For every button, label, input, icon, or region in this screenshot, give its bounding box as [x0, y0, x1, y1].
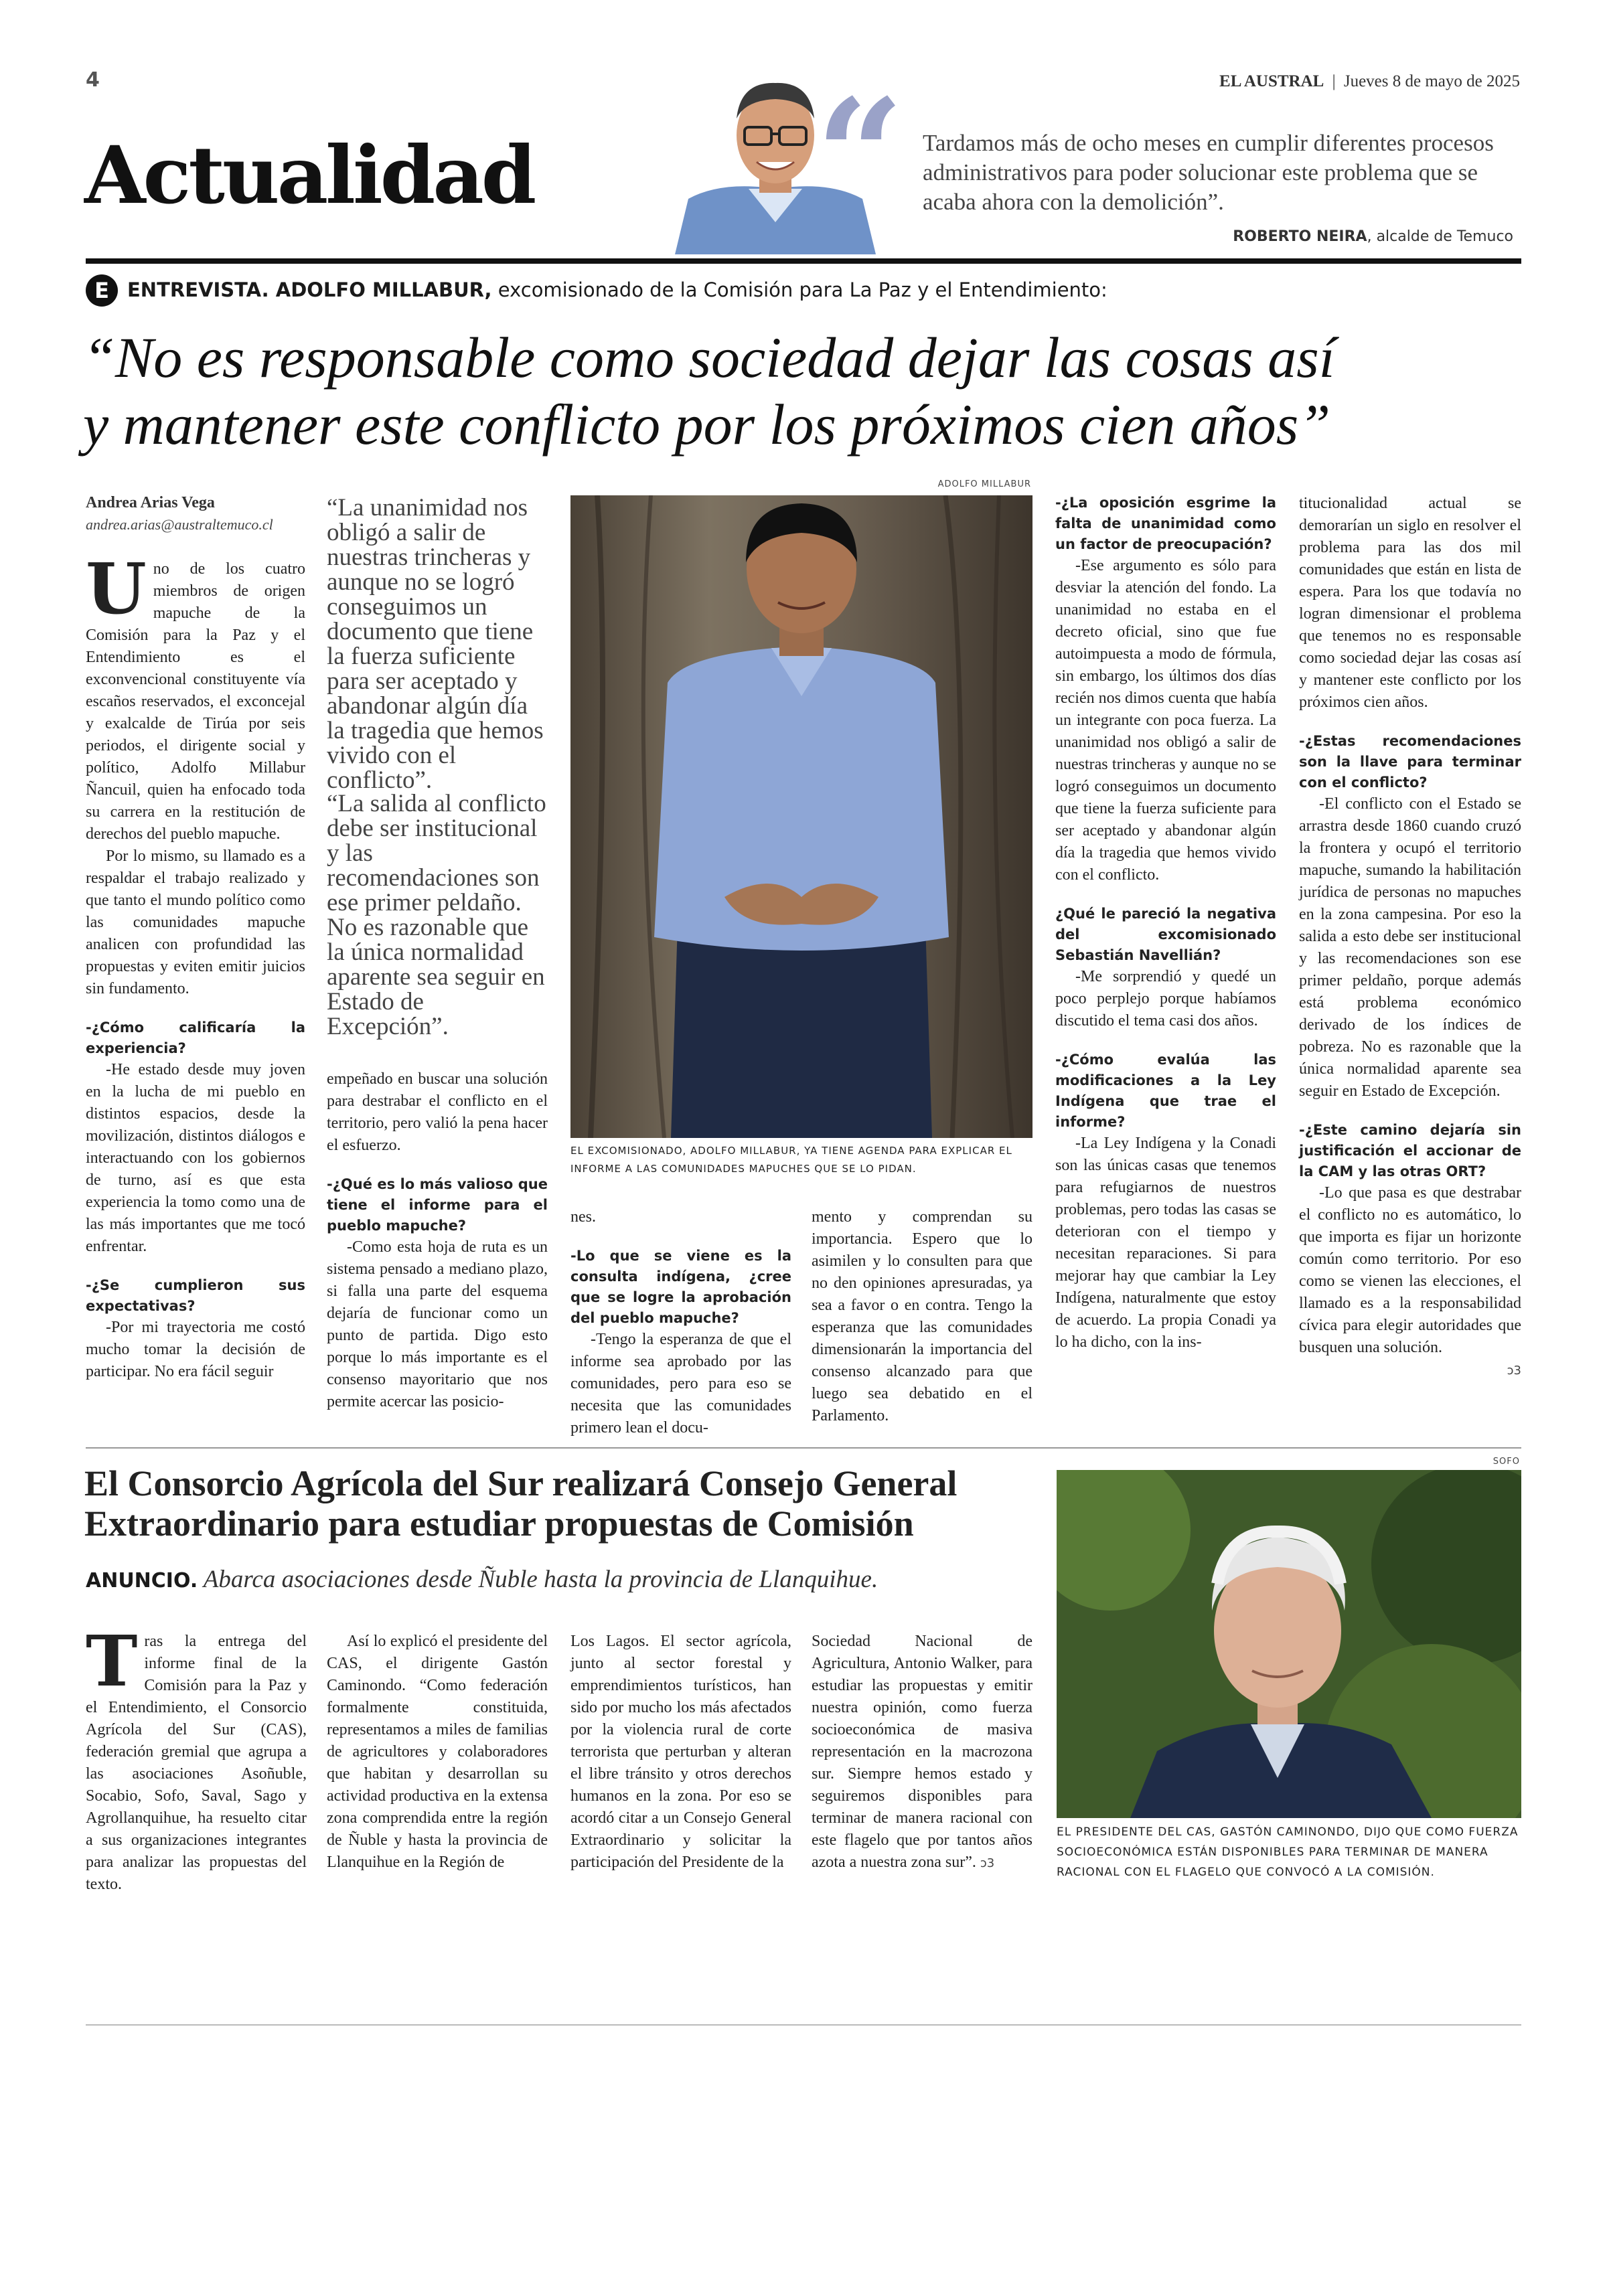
consorcio-dropcap: T [86, 1620, 138, 1702]
paragraph-2: Por lo mismo, su llamado es a respaldar el trabajo realizado y que tanto el mundo político como las comunidades mapuche analicen con profundidad las propuestas y eviten emitir juicios sin fundamento. [86, 847, 305, 997]
answer-4: -Tengo la esperanza de que el informe sea aprobado por las comunidades, pero para eso se necesita que las comunidades primero lean el docu- [570, 1331, 791, 1437]
interview-photo [570, 495, 1032, 1138]
question-6: ¿Qué le pareció la negativa del excomisionado Sebastián Navellián? [1055, 906, 1276, 963]
question-7: -¿Cómo evalúa las modificaciones a la Ley Indígena que trae el informe? [1055, 1052, 1276, 1130]
newspaper-name: EL AUSTRAL [1219, 72, 1324, 90]
kicker-letter-badge: E [86, 274, 118, 307]
col4-continuation: mento y comprendan su importancia. Espero que lo asimilen y lo consulten para que no den opiniones apresuradas, ya sea a favor o en contra. Tengo la esperanza que las comunidades dimensionarán la importancia del consenso alcanzado para que luego sea debatido en el Parlamento. [812, 1208, 1032, 1424]
top-quote-author: ROBERTO NEIRA [1233, 228, 1367, 245]
consorcio-paragraph-3: Los Lagos. El sector agrícola, junto al sector forestal y emprendimientos turísticos, han sido por mucho los más afectados por la violencia rural de corte terrorista que perturban y alteran el libre tránsito y otros derechos humanos en la zona. Por eso se acordó citar a un Consejo General Extraordinario y solicitar la participación del Presidente de la [570, 1633, 791, 1871]
consorcio-col-3 [570, 1631, 791, 1874]
pull-quote-2: “La salida al conflicto debe ser institucional y las recomendaciones son ese primer peldaño. No es razonable que la única normalidad aparente sea seguir en Estado de Excepción”. [327, 790, 546, 1040]
author-name: Andrea Arias Vega [86, 494, 215, 511]
consorcio-photo [1057, 1470, 1521, 1818]
question-9: -¿Este camino dejaría sin justificación el accionar de la CAM y las otras ORT? [1299, 1122, 1521, 1179]
interview-col-3 [570, 1206, 791, 1439]
answer-2: -Por mi trayectoria me costó mucho tomar la decisión de participar. No era fácil seguir [86, 1319, 305, 1380]
consorcio-paragraph-2: Así lo explicó el presidente del CAS, el dirigente Gastón Caminondo. “Como federación formalmente constituida, representamos a miles de familias de agricultores y colaboradores que habitan y desarrollan su actividad productiva en la extensa zona comprendida entre la región de Ñuble y hasta la provincia de Llanquihue en la Región de [327, 1633, 548, 1871]
consorcio-kicker-rest: Abarca asociaciones desde Ñuble hasta la provincia de Llanquihue. [198, 1566, 878, 1593]
consorcio-col-4 [812, 1631, 1032, 1874]
col2-continuation: empeñado en buscar una solución para destrabar el conflicto en el territorio, pero valió la pena hacer el esfuerzo. [327, 1070, 548, 1154]
photo-credit: ADOLFO MILLABUR [937, 479, 1031, 489]
bottom-rule [86, 2024, 1521, 2026]
kicker-bold: ENTREVISTA. ADOLFO MILLABUR, [127, 278, 492, 301]
quote-mark-icon: “ [816, 66, 905, 246]
answer-5: -Ese argumento es sólo para desviar la atención del fondo. La unanimidad no estaba en el decreto oficial, sino que fue autoimpuesta a modo de fórmula, sin embargo, los últimos dos días recién nos dimos cuenta que había un integrante con poca fuerza. La unanimidad nos obligó a salir de nuestras trincheras y aunque no se logró conseguimos un documento que tiene la fuerza suficiente para ser aceptado y abandonar algún día la tragedia que hemos vivido con el conflicto. [1055, 557, 1276, 884]
interview-col-6 [1299, 493, 1521, 1382]
col3-start: nes. [570, 1208, 596, 1226]
consorcio-kicker [86, 1565, 1090, 1594]
consorcio-paragraph-1: ras la entrega del informe final de la Comisión para la Paz y el Entendimiento, el Consorcio Agrícola del Sur (CAS), federación gremial que agrupa a las asociaciones Asoñuble, Socabio, Sofo, Saval, Sago y Agrollanquihue, ha resuelto citar a sus organizaciones integrantes para analizar las propuestas del texto. [86, 1633, 307, 1893]
consorcio-end-icon: ↄ3 [980, 1856, 995, 1870]
answer-1: -He estado desde muy joven en la lucha de mi pueblo en distintos espacios, desde la movilización, distintos diálogos e interactuando con los gobiernos de turno, así es que esta experiencia la tomo como una de las más importantes que me tocó enfrentar. [86, 1061, 305, 1255]
interview-headline [83, 324, 1523, 458]
lead-paragraph: no de los cuatro miembros de origen mapuche de la Comisión para la Paz y el Entendimiento es el exconvencional constituyente vía escaños reservados, el exconcejal y exalcalde de Tirúa por seis periodos, el dirigente social y político, Adolfo Millabur Ñancuil, quien ha enfocado toda su carrera en la restitución de derechos del pueblo mapuche. [86, 560, 305, 843]
headline-line-2: y mantener este conflicto por los próximos cien años” [83, 392, 1331, 457]
interview-col-2 [327, 1068, 548, 1413]
consorcio-headline-line-2: Extraordinario para estudiar propuestas de Comisión [84, 1503, 914, 1544]
question-5: -¿La oposición esgrime la falta de unanimidad como un factor de preocupación? [1055, 495, 1276, 552]
byline [86, 494, 300, 534]
interview-col-1 [86, 548, 305, 1383]
answer-9: -Lo que pasa es que destrabar el conflicto no es automático, lo que importa es fijar un horizonte común como territorio. Por eso como se vienen las elecciones, el llamado es a la responsabilidad cívica para elegir autoridades que busquen una solución. [1299, 1184, 1521, 1356]
consorcio-paragraph-4: Sociedad Nacional de Agricultura, Antonio Walker, para estudiar las propuestas y emitir nuestra opinión, como fuerza socioeconómica de masiva representación en la macrozona sur. Siempre hemos estado y seguiremos disponibles para terminar de manera racional con este flagelo que por tantos años azota a nuestra zona sur”. [812, 1633, 1032, 1871]
headline-line-1: “No es responsable como sociedad dejar las cosas así [83, 325, 1335, 390]
answer-3: -Como esta hoja de ruta es un sistema pensado a mediano plazo, si falla una parte del esquema dejaría de funcionar como un punto de partida. Digo esto porque lo más importante es el consenso mayoritario que nos permite acercar las posicio- [327, 1238, 548, 1410]
question-3: -¿Qué es lo más valioso que tiene el informe para el pueblo mapuche? [327, 1176, 548, 1234]
article-end-icon: ↄ3 [1507, 1364, 1521, 1378]
pull-quote-1: “La unanimidad nos obligó a salir de nuestras trincheras y aunque no se logró conseguimos un documento que tiene la fuerza suficiente para ser aceptado y abandonar algún día la tragedia que hemos vivido con el conflicto”. [327, 494, 544, 794]
page-number: 4 [86, 68, 100, 92]
interview-col-5 [1055, 475, 1276, 1354]
article-divider [86, 1447, 1521, 1449]
top-quote-role: , alcalde de Temuco [1367, 228, 1513, 245]
header-rule [86, 258, 1521, 264]
kicker-rest: excomisionado de la Comisión para La Paz y el Entendimiento: [491, 278, 1107, 301]
consorcio-photo-credit: SOFO [1493, 1457, 1520, 1467]
question-2: -¿Se cumplieron sus expectativas? [86, 1277, 305, 1314]
consorcio-headline [84, 1463, 1089, 1544]
masthead-date: EL AUSTRAL | Jueves 8 de mayo de 2025 [1219, 72, 1520, 90]
consorcio-col-1 [86, 1620, 307, 1896]
question-1: -¿Cómo calificaría la experiencia? [86, 1019, 305, 1056]
interview-kicker [86, 274, 1521, 309]
consorcio-photo-caption: EL PRESIDENTE DEL CAS, GASTÓN CAMINONDO, DIJO QUE COMO FUERZA SOCIOECONÓMICA ESTÁN DISPONIBLES PARA TERMINAR DE MANERA RACIONAL CON EL FLAGELO QUE CONVOCÓ A LA COMISIÓN. [1057, 1825, 1519, 1879]
answer-6: -Me sorprendió y quedé un poco perplejo porque habíamos discutido el tema casi dos años. [1055, 968, 1276, 1030]
question-8: -¿Estas recomendaciones son la llave para terminar con el conflicto? [1299, 733, 1521, 791]
col6-continuation: titucionalidad actual se demorarían un siglo en resolver el problema para las dos mil comunidades que están en lista de espera. Para los que todavía no logran dimensionar el problema que tenemos no es responsable como sociedad dejar las cosas así y mantener este conflicto por los próximos cien años. [1299, 495, 1521, 711]
section-title: Actualidad [84, 129, 534, 222]
consorcio-kicker-bold: ANUNCIO. [86, 1569, 198, 1592]
author-email: andrea.arias@australtemuco.cl [86, 516, 273, 533]
consorcio-col-2 [327, 1631, 548, 1874]
issue-date: Jueves 8 de mayo de 2025 [1343, 72, 1520, 90]
interview-col-4 [812, 1206, 1032, 1427]
consorcio-headline-line-1: El Consorcio Agrícola del Sur realizará Consejo General [84, 1463, 958, 1503]
interview-photo-caption: EL EXCOMISIONADO, ADOLFO MILLABUR, YA TIENE AGENDA PARA EXPLICAR EL INFORME A LAS COMUNIDADES MAPUCHES QUE SE LO PIDAN. [570, 1145, 1012, 1175]
dropcap: U [86, 548, 147, 630]
answer-8: -El conflicto con el Estado se arrastra desde 1860 cuando cruzó la frontera y ocupó el territorio mapuche, sumando la habilitación jurídica de personas no mapuches en la zona campesina. Por eso la salida a esto debe ser institucional y las recomendaciones son ese primer peldaño, porque además está problema económico derivado de los índices de pobreza. No es razonable que la única normalidad aparente sea seguir en Estado de Excepción. [1299, 795, 1521, 1100]
top-quote-text: Tardamos más de ocho meses en cumplir diferentes procesos administrativos para poder solucionar este problema que se acaba ahora con la demolición”. [923, 130, 1494, 215]
top-quote-attribution [924, 228, 1513, 245]
question-4: -Lo que se viene es la consulta indígena, ¿cree que se logre la aprobación del pueblo mapuche? [570, 1248, 791, 1326]
answer-7: -La Ley Indígena y la Conadi son las únicas casas que tenemos para refugiarnos de nuestros problemas, pero todas las casas se deterioran con el tiempo y necesitan reparaciones. Si para mejorar hay que cambiar la Ley Indígena, naturalmente que estoy de acuerdo. La propia Conadi ya lo ha dicho, con la ins- [1055, 1135, 1276, 1351]
